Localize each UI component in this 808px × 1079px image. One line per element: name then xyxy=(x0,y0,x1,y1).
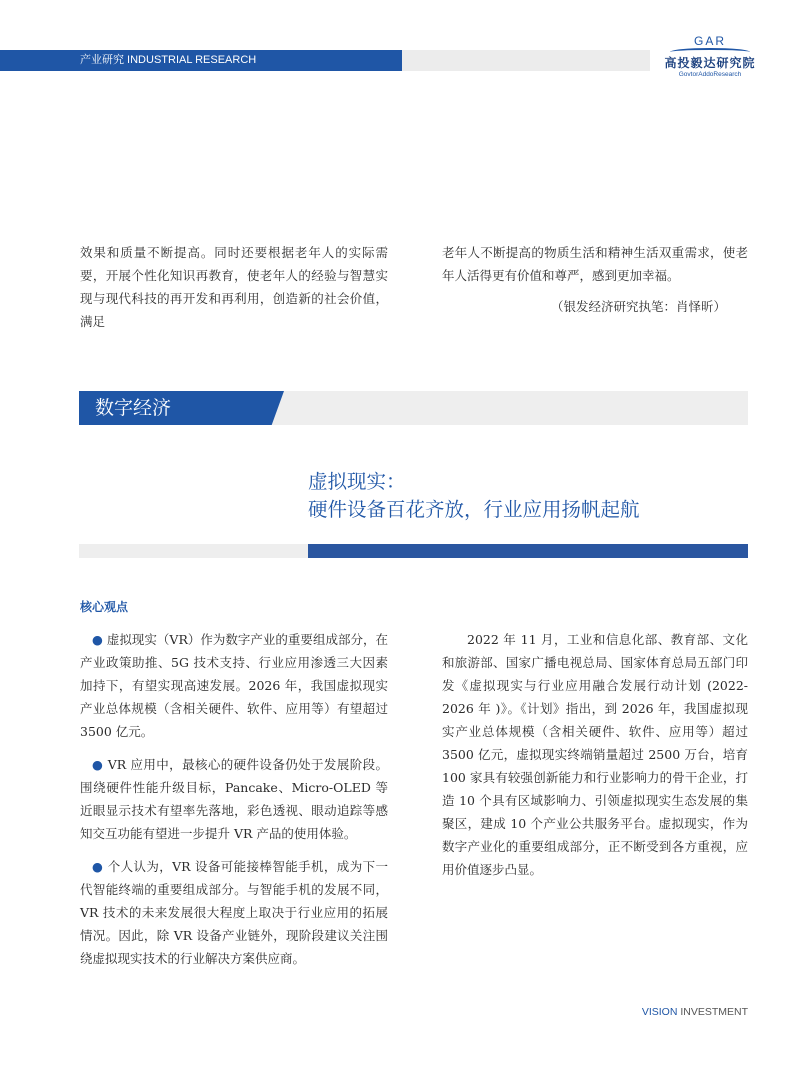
core-heading: 核心观点 xyxy=(80,600,129,614)
article-title-line2: 硬件设备百花齐放，行业应用扬帆起航 xyxy=(308,498,640,521)
footer-brand xyxy=(600,1006,748,1018)
bullet-dot-icon: ● xyxy=(92,632,103,647)
prev-right-paragraph: 老年人不断提高的物质生活和精神生活双重需求，使老年人活得更有价值和尊严，感到更加幸福。 xyxy=(442,245,748,283)
article-title-line1: 虚拟现实： xyxy=(308,470,406,493)
prev-article-left xyxy=(80,241,388,333)
section-title: 数字经济 xyxy=(95,397,172,419)
bullet-text: VR 应用中，最核心的硬件设备仍处于发展阶段。围绕硬件性能升级目标，Pancake、Micro-OLED 等近眼显示技术有望率先落地，彩色透视、眼动追踪等感知交互功能有望进一步提升 VR 产品的使用体验。 xyxy=(80,757,388,841)
author-credit: （银发经济研究执笔：肖怿昕） xyxy=(550,299,726,314)
footer-investment: INVESTMENT xyxy=(677,1006,748,1018)
bullet-item xyxy=(80,753,388,845)
divider-blue xyxy=(308,544,748,558)
divider-gray xyxy=(79,544,308,558)
logo-name-en: GovtorAddoResearch xyxy=(678,71,742,78)
article-intro-paragraph: 2022 年 11 月，工业和信息化部、教育部、文化和旅游部、国家广播电视总局、国家体育总局五部门印发《虚拟现实与行业应用融合发展行动计划 (2022-2026 年 )》。《计划》指出，到 2026 年，我国虚拟现实产业总体规模（含相关硬件、软件、应用等）超过 3500 亿元，虚拟现实终端销量超过 2500 万台，培育 100 家具有较强创新能力和行业影响力的骨干企业，打造 10 个具有区域影响力、引领虚拟现实生态发展的集聚区，建成 10 个产业公共服务平台。虚拟现实，作为数字产业化的重要组成部分，正不断受到各方重视，应用价值逐步凸显。 xyxy=(442,632,748,877)
bullet-dot-icon: ● xyxy=(92,757,104,772)
bullet-text: 虚拟现实（VR）作为数字产业的重要组成部分，在产业政策助推、5G 技术支持、行业应用渗透三大因素加持下，有望实现高速发展。2026 年，我国虚拟现实产业总体规模（含相关硬件、软件、应用等）有望超过 3500 亿元。 xyxy=(80,632,388,739)
prev-article-right xyxy=(442,241,748,287)
logo-arc-icon xyxy=(670,48,750,56)
gar-logo xyxy=(655,34,765,82)
prev-left-paragraph: 效果和质量不断提高。同时还要根据老年人的实际需要，开展个性化知识再教育，使老年人的经验与智慧实现与现代科技的再开发和再利用，创造新的社会价值，满足 xyxy=(80,245,388,329)
logo-name-cn: 高投毅达研究院 xyxy=(664,56,756,70)
bullet-text: 个人认为，VR 设备可能接棒智能手机，成为下一代智能终端的重要组成部分。与智能手机的发展不同，VR 技术的未来发展很大程度上取决于行业应用的拓展情况。因此，除 VR 设备产业链外，现阶段建议关注围绕虚拟现实技术的行业解决方案供应商。 xyxy=(80,859,388,966)
article-right-column xyxy=(442,628,748,881)
core-bullets xyxy=(80,628,388,970)
bullet-dot-icon: ● xyxy=(92,859,104,874)
footer-vision: VISION xyxy=(641,1006,678,1018)
header-gray-strip xyxy=(402,50,650,71)
header-section-label: 产业研究 INDUSTRIAL RESEARCH xyxy=(80,54,257,66)
bullet-item xyxy=(80,628,388,743)
logo-abbr: GAR xyxy=(693,34,726,48)
bullet-item xyxy=(80,855,388,970)
